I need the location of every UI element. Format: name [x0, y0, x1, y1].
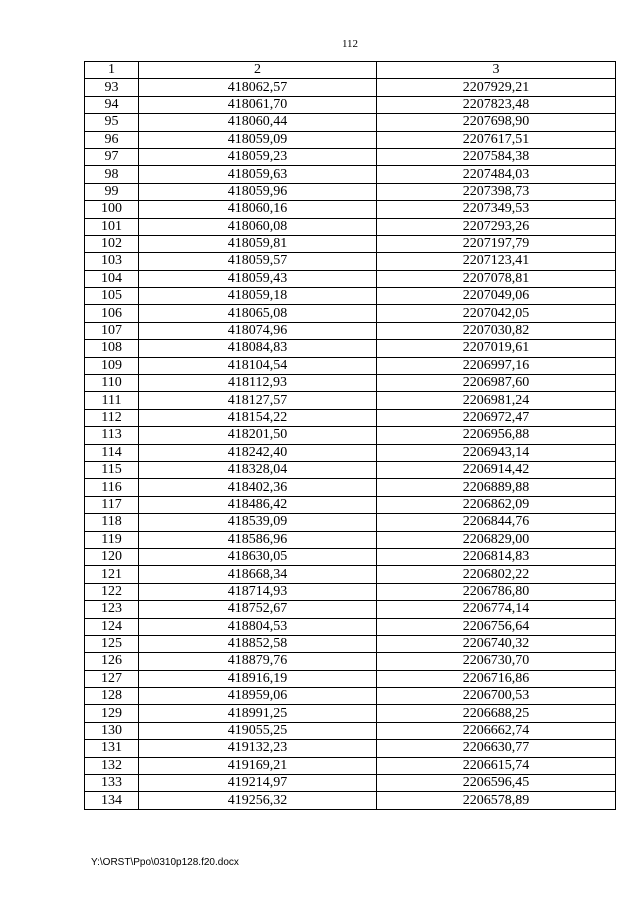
- point-number-cell: 131: [85, 740, 139, 757]
- y-coordinate-cell: 2207617,51: [377, 131, 616, 148]
- y-coordinate-cell: 2207584,38: [377, 148, 616, 165]
- x-coordinate-cell: 418059,63: [139, 166, 377, 183]
- y-coordinate-cell: 2206829,00: [377, 531, 616, 548]
- y-coordinate-cell: 2207698,90: [377, 114, 616, 131]
- x-coordinate-cell: 418879,76: [139, 653, 377, 670]
- table-row: [85, 618, 616, 635]
- point-number-cell: 96: [85, 131, 139, 148]
- table-row: [85, 148, 616, 165]
- y-coordinate-cell: 2206956,88: [377, 427, 616, 444]
- y-coordinate-cell: 2207197,79: [377, 235, 616, 252]
- point-number-cell: 97: [85, 148, 139, 165]
- x-coordinate-cell: 418959,06: [139, 688, 377, 705]
- point-number-cell: 134: [85, 792, 139, 809]
- x-coordinate-cell: 418154,22: [139, 409, 377, 426]
- y-coordinate-cell: 2206716,86: [377, 670, 616, 687]
- y-coordinate-cell: 2206578,89: [377, 792, 616, 809]
- header-cell-1: 1: [85, 62, 139, 79]
- x-coordinate-cell: 418539,09: [139, 514, 377, 531]
- point-number-cell: 118: [85, 514, 139, 531]
- x-coordinate-cell: 419169,21: [139, 757, 377, 774]
- x-coordinate-cell: 418059,81: [139, 235, 377, 252]
- table-row: [85, 427, 616, 444]
- table-row: [85, 288, 616, 305]
- x-coordinate-cell: 419132,23: [139, 740, 377, 757]
- y-coordinate-cell: 2206889,88: [377, 479, 616, 496]
- point-number-cell: 120: [85, 548, 139, 565]
- point-number-cell: 93: [85, 79, 139, 96]
- point-number-cell: 105: [85, 288, 139, 305]
- x-coordinate-cell: 418201,50: [139, 427, 377, 444]
- x-coordinate-cell: 418061,70: [139, 96, 377, 113]
- table-row: [85, 357, 616, 374]
- table-row: [85, 635, 616, 652]
- x-coordinate-cell: 418916,19: [139, 670, 377, 687]
- header-cell-2: 2: [139, 62, 377, 79]
- point-number-cell: 133: [85, 775, 139, 792]
- table-row: [85, 340, 616, 357]
- table-header-row: [85, 62, 616, 79]
- x-coordinate-cell: 418804,53: [139, 618, 377, 635]
- table-row: [85, 166, 616, 183]
- table-row: [85, 479, 616, 496]
- table-row: [85, 305, 616, 322]
- point-number-cell: 100: [85, 201, 139, 218]
- x-coordinate-cell: 419256,32: [139, 792, 377, 809]
- x-coordinate-cell: 418059,18: [139, 288, 377, 305]
- x-coordinate-cell: 418060,16: [139, 201, 377, 218]
- table-row: [85, 757, 616, 774]
- y-coordinate-cell: 2206756,64: [377, 618, 616, 635]
- table-row: [85, 705, 616, 722]
- y-coordinate-cell: 2206814,83: [377, 548, 616, 565]
- header-cell-3: 3: [377, 62, 616, 79]
- x-coordinate-cell: 418112,93: [139, 375, 377, 392]
- point-number-cell: 104: [85, 270, 139, 287]
- y-coordinate-cell: 2206997,16: [377, 357, 616, 374]
- point-number-cell: 128: [85, 688, 139, 705]
- y-coordinate-cell: 2206662,74: [377, 722, 616, 739]
- x-coordinate-cell: 418991,25: [139, 705, 377, 722]
- y-coordinate-cell: 2206615,74: [377, 757, 616, 774]
- y-coordinate-cell: 2206700,53: [377, 688, 616, 705]
- table-row: [85, 96, 616, 113]
- point-number-cell: 103: [85, 253, 139, 270]
- x-coordinate-cell: 418242,40: [139, 444, 377, 461]
- x-coordinate-cell: 418060,08: [139, 218, 377, 235]
- y-coordinate-cell: 2207398,73: [377, 183, 616, 200]
- x-coordinate-cell: 418714,93: [139, 583, 377, 600]
- x-coordinate-cell: 418486,42: [139, 496, 377, 513]
- y-coordinate-cell: 2206740,32: [377, 635, 616, 652]
- table-row: [85, 583, 616, 600]
- y-coordinate-cell: 2206688,25: [377, 705, 616, 722]
- x-coordinate-cell: 418402,36: [139, 479, 377, 496]
- point-number-cell: 107: [85, 322, 139, 339]
- x-coordinate-cell: 418586,96: [139, 531, 377, 548]
- table-row: [85, 792, 616, 809]
- point-number-cell: 127: [85, 670, 139, 687]
- table-row: [85, 409, 616, 426]
- point-number-cell: 99: [85, 183, 139, 200]
- x-coordinate-cell: 418074,96: [139, 322, 377, 339]
- point-number-cell: 119: [85, 531, 139, 548]
- point-number-cell: 101: [85, 218, 139, 235]
- point-number-cell: 106: [85, 305, 139, 322]
- y-coordinate-cell: 2207823,48: [377, 96, 616, 113]
- point-number-cell: 130: [85, 722, 139, 739]
- point-number-cell: 132: [85, 757, 139, 774]
- table-row: [85, 566, 616, 583]
- point-number-cell: 117: [85, 496, 139, 513]
- x-coordinate-cell: 418328,04: [139, 461, 377, 478]
- table-row: [85, 218, 616, 235]
- point-number-cell: 98: [85, 166, 139, 183]
- point-number-cell: 94: [85, 96, 139, 113]
- table-row: [85, 496, 616, 513]
- x-coordinate-cell: 419214,97: [139, 775, 377, 792]
- table-row: [85, 461, 616, 478]
- x-coordinate-cell: 418065,08: [139, 305, 377, 322]
- table-row: [85, 688, 616, 705]
- table-body: [85, 62, 616, 810]
- point-number-cell: 110: [85, 375, 139, 392]
- y-coordinate-cell: 2207078,81: [377, 270, 616, 287]
- table-row: [85, 740, 616, 757]
- y-coordinate-cell: 2206914,42: [377, 461, 616, 478]
- table-row: [85, 114, 616, 131]
- point-number-cell: 125: [85, 635, 139, 652]
- y-coordinate-cell: 2207293,26: [377, 218, 616, 235]
- table-row: [85, 653, 616, 670]
- y-coordinate-cell: 2207042,05: [377, 305, 616, 322]
- point-number-cell: 129: [85, 705, 139, 722]
- footer-file-path: Y:\ORST\Ppo\0310p128.f20.docx: [91, 857, 239, 868]
- y-coordinate-cell: 2206774,14: [377, 601, 616, 618]
- point-number-cell: 124: [85, 618, 139, 635]
- table-row: [85, 253, 616, 270]
- point-number-cell: 112: [85, 409, 139, 426]
- table-row: [85, 444, 616, 461]
- point-number-cell: 114: [85, 444, 139, 461]
- y-coordinate-cell: 2206972,47: [377, 409, 616, 426]
- point-number-cell: 113: [85, 427, 139, 444]
- table-row: [85, 392, 616, 409]
- table-row: [85, 775, 616, 792]
- x-coordinate-cell: 418630,05: [139, 548, 377, 565]
- x-coordinate-cell: 418059,23: [139, 148, 377, 165]
- table-row: [85, 375, 616, 392]
- table-row: [85, 201, 616, 218]
- x-coordinate-cell: 418060,44: [139, 114, 377, 131]
- table-row: [85, 514, 616, 531]
- table-row: [85, 322, 616, 339]
- table-row: [85, 79, 616, 96]
- y-coordinate-cell: 2206730,70: [377, 653, 616, 670]
- point-number-cell: 126: [85, 653, 139, 670]
- y-coordinate-cell: 2206786,80: [377, 583, 616, 600]
- y-coordinate-cell: 2206596,45: [377, 775, 616, 792]
- x-coordinate-cell: 418084,83: [139, 340, 377, 357]
- point-number-cell: 115: [85, 461, 139, 478]
- x-coordinate-cell: 418059,43: [139, 270, 377, 287]
- x-coordinate-cell: 418127,57: [139, 392, 377, 409]
- y-coordinate-cell: 2207123,41: [377, 253, 616, 270]
- table-row: [85, 670, 616, 687]
- point-number-cell: 116: [85, 479, 139, 496]
- table-row: [85, 531, 616, 548]
- coordinates-table: [84, 61, 616, 810]
- table-row: [85, 601, 616, 618]
- x-coordinate-cell: 418059,96: [139, 183, 377, 200]
- table-row: [85, 131, 616, 148]
- y-coordinate-cell: 2207049,06: [377, 288, 616, 305]
- x-coordinate-cell: 419055,25: [139, 722, 377, 739]
- x-coordinate-cell: 418059,57: [139, 253, 377, 270]
- table-row: [85, 183, 616, 200]
- y-coordinate-cell: 2207929,21: [377, 79, 616, 96]
- x-coordinate-cell: 418852,58: [139, 635, 377, 652]
- point-number-cell: 109: [85, 357, 139, 374]
- y-coordinate-cell: 2207019,61: [377, 340, 616, 357]
- x-coordinate-cell: 418104,54: [139, 357, 377, 374]
- y-coordinate-cell: 2206844,76: [377, 514, 616, 531]
- y-coordinate-cell: 2207349,53: [377, 201, 616, 218]
- point-number-cell: 121: [85, 566, 139, 583]
- y-coordinate-cell: 2207484,03: [377, 166, 616, 183]
- x-coordinate-cell: 418668,34: [139, 566, 377, 583]
- y-coordinate-cell: 2206987,60: [377, 375, 616, 392]
- y-coordinate-cell: 2206981,24: [377, 392, 616, 409]
- y-coordinate-cell: 2206802,22: [377, 566, 616, 583]
- point-number-cell: 108: [85, 340, 139, 357]
- y-coordinate-cell: 2206630,77: [377, 740, 616, 757]
- table-row: [85, 235, 616, 252]
- table-row: [85, 270, 616, 287]
- y-coordinate-cell: 2207030,82: [377, 322, 616, 339]
- point-number-cell: 111: [85, 392, 139, 409]
- y-coordinate-cell: 2206943,14: [377, 444, 616, 461]
- x-coordinate-cell: 418062,57: [139, 79, 377, 96]
- y-coordinate-cell: 2206862,09: [377, 496, 616, 513]
- point-number-cell: 102: [85, 235, 139, 252]
- table-row: [85, 722, 616, 739]
- point-number-cell: 123: [85, 601, 139, 618]
- table-row: [85, 548, 616, 565]
- page-number: 112: [341, 38, 359, 50]
- point-number-cell: 95: [85, 114, 139, 131]
- point-number-cell: 122: [85, 583, 139, 600]
- x-coordinate-cell: 418752,67: [139, 601, 377, 618]
- x-coordinate-cell: 418059,09: [139, 131, 377, 148]
